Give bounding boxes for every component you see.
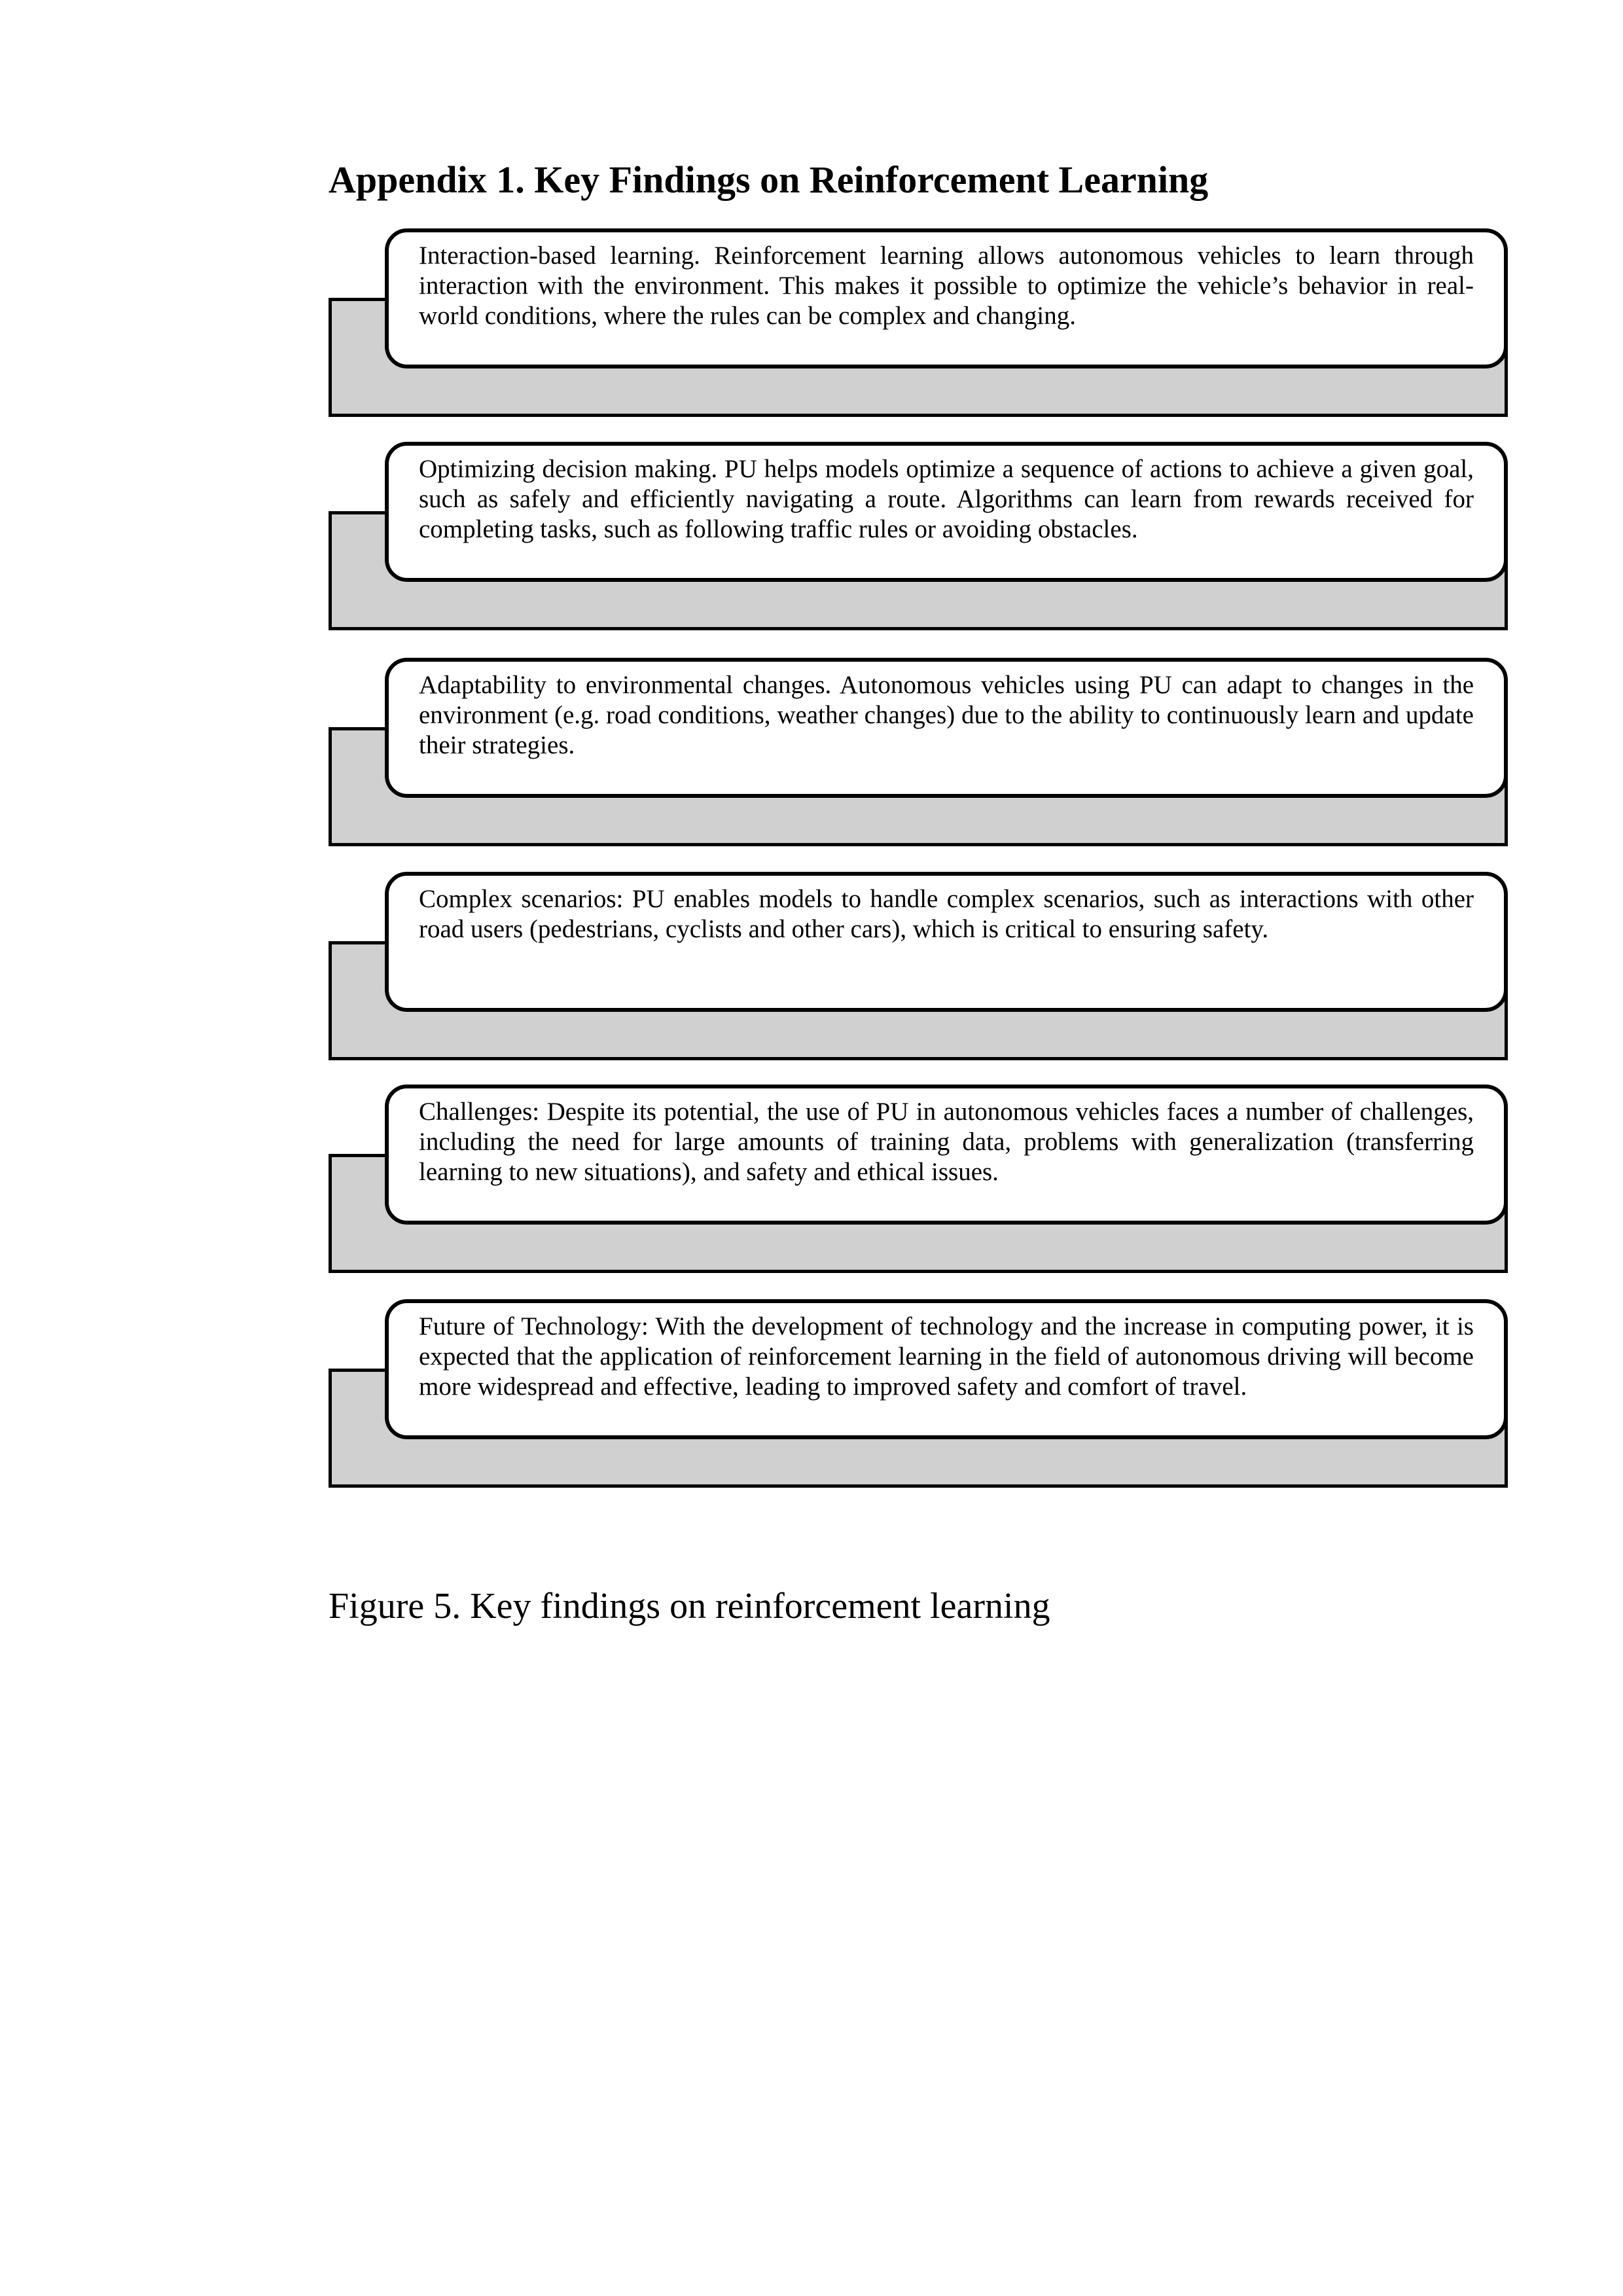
- finding-box: [385, 872, 1508, 1012]
- finding-box: [385, 1085, 1508, 1225]
- finding-box: [385, 442, 1508, 582]
- finding-box: [385, 228, 1508, 368]
- finding-block: [329, 1299, 1508, 1488]
- finding-block: [329, 228, 1508, 417]
- finding-text: Adaptability to environmental changes. Autonomous vehicles using PU can adapt to changes in the environment (e.g. road conditions, weather changes) due to the ability to continuously learn and update their strategies.: [419, 671, 1474, 759]
- figure-caption: Figure 5. Key findings on reinforcement learning: [329, 1586, 1050, 1626]
- finding-text: Interaction-based learning. Reinforcement learning allows autonomous vehicles to learn through interaction with the environment. This makes it possible to optimize the vehicle’s behavior in real-world conditions, where the rules can be complex and changing.: [419, 242, 1474, 330]
- finding-block: [329, 872, 1508, 1060]
- finding-box: [385, 658, 1508, 798]
- finding-box: [385, 1299, 1508, 1439]
- finding-text: Challenges: Despite its potential, the use of PU in autonomous vehicles faces a number of challenges, including the need for large amounts of training data, problems with generalization (transferring learning to new situations), and safety and ethical issues.: [419, 1098, 1474, 1186]
- finding-block: [329, 442, 1508, 630]
- finding-block: [329, 1085, 1508, 1273]
- finding-block: [329, 658, 1508, 846]
- appendix-title: Appendix 1. Key Findings on Reinforcement Learning: [329, 158, 1209, 201]
- finding-text: Future of Technology: With the development of technology and the increase in computing power, it is expected that the application of reinforcement learning in the field of autonomous driving will become more widespread and effective, leading to improved safety and comfort of travel.: [419, 1312, 1474, 1401]
- finding-text: Optimizing decision making. PU helps models optimize a sequence of actions to achieve a given goal, such as safely and efficiently navigating a route. Algorithms can learn from rewards received for completing tasks, such as following traffic rules or avoiding obstacles.: [419, 455, 1474, 543]
- finding-text: Complex scenarios: PU enables models to handle complex scenarios, such as interactions with other road users (pedestrians, cyclists and other cars), which is critical to ensuring safety.: [419, 885, 1474, 943]
